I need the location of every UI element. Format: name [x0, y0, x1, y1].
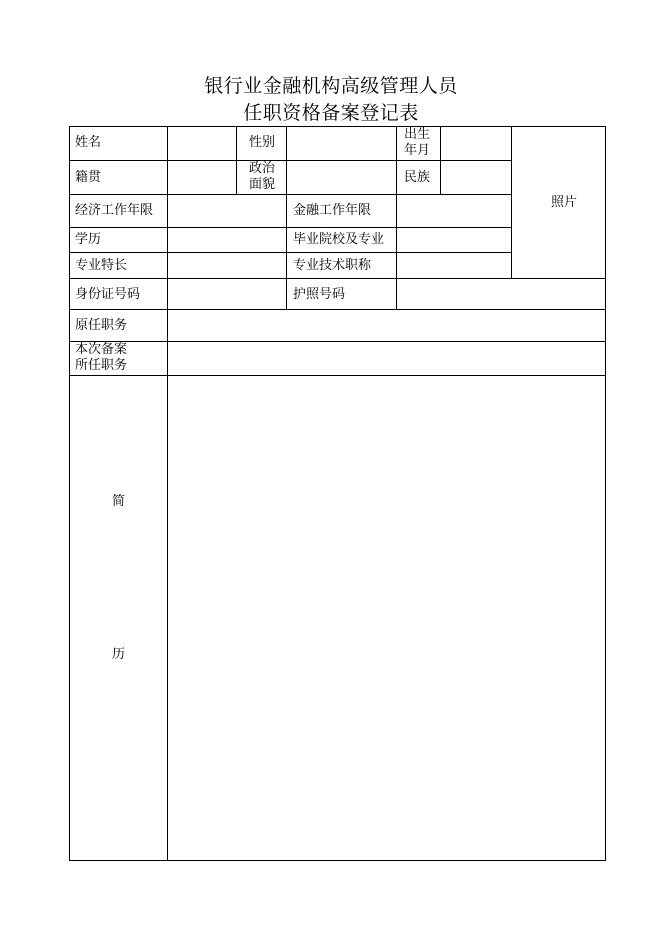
filing-position-label-line1: 本次备案 — [75, 342, 128, 357]
birth-label-line2: 年月 — [404, 143, 431, 158]
tech-title-label: 专业技术职称 — [293, 258, 372, 273]
birth-label-line1: 出生 — [404, 127, 431, 142]
native-place-field[interactable] — [168, 161, 236, 194]
form-title-line1: 银行业金融机构高级管理人员 — [204, 75, 458, 97]
ethnicity-label: 民族 — [404, 170, 431, 185]
resume-label-char1: 简 — [112, 494, 126, 509]
school-major-label: 毕业院校及专业 — [293, 232, 385, 247]
name-label: 姓名 — [75, 135, 102, 150]
gender-label: 性别 — [249, 135, 276, 150]
photo-label: 照片 — [551, 195, 578, 210]
econ-years-label: 经济工作年限 — [75, 203, 154, 218]
school-major-field[interactable] — [397, 228, 511, 252]
fin-years-field[interactable] — [397, 195, 511, 227]
grid-line — [605, 126, 606, 861]
filing-position-label-line2: 所任职务 — [75, 358, 128, 373]
form-title-line2: 任职资格备案登记表 — [243, 102, 419, 124]
gender-field[interactable] — [287, 127, 396, 160]
id-number-label: 身份证号码 — [75, 287, 141, 302]
former-position-label: 原任职务 — [75, 318, 128, 333]
grid-line — [69, 860, 606, 861]
birth-field[interactable] — [441, 127, 511, 160]
specialty-field[interactable] — [168, 253, 286, 278]
political-label-line2: 面貌 — [249, 177, 276, 192]
birth-label — [404, 127, 430, 159]
passport-field[interactable] — [397, 279, 605, 309]
tech-title-field[interactable] — [397, 253, 511, 278]
grid-line — [69, 126, 70, 861]
education-label: 学历 — [75, 232, 102, 247]
resume-field[interactable] — [168, 376, 605, 860]
passport-label: 护照号码 — [293, 287, 346, 302]
filing-position-field[interactable] — [168, 342, 605, 375]
political-field[interactable] — [287, 161, 396, 194]
education-field[interactable] — [168, 228, 286, 252]
filing-position-label — [75, 342, 127, 374]
native-place-label: 籍贯 — [75, 170, 102, 185]
specialty-label: 专业特长 — [75, 258, 128, 273]
id-number-field[interactable] — [168, 279, 286, 309]
name-field[interactable] — [168, 127, 236, 160]
fin-years-label: 金融工作年限 — [293, 203, 372, 218]
political-label-line1: 政治 — [249, 161, 276, 176]
grid-line — [236, 126, 237, 194]
ethnicity-field[interactable] — [441, 161, 511, 194]
former-position-field[interactable] — [168, 310, 605, 341]
econ-years-field[interactable] — [168, 195, 286, 227]
political-label — [249, 161, 275, 193]
resume-label-char2: 历 — [112, 647, 126, 662]
